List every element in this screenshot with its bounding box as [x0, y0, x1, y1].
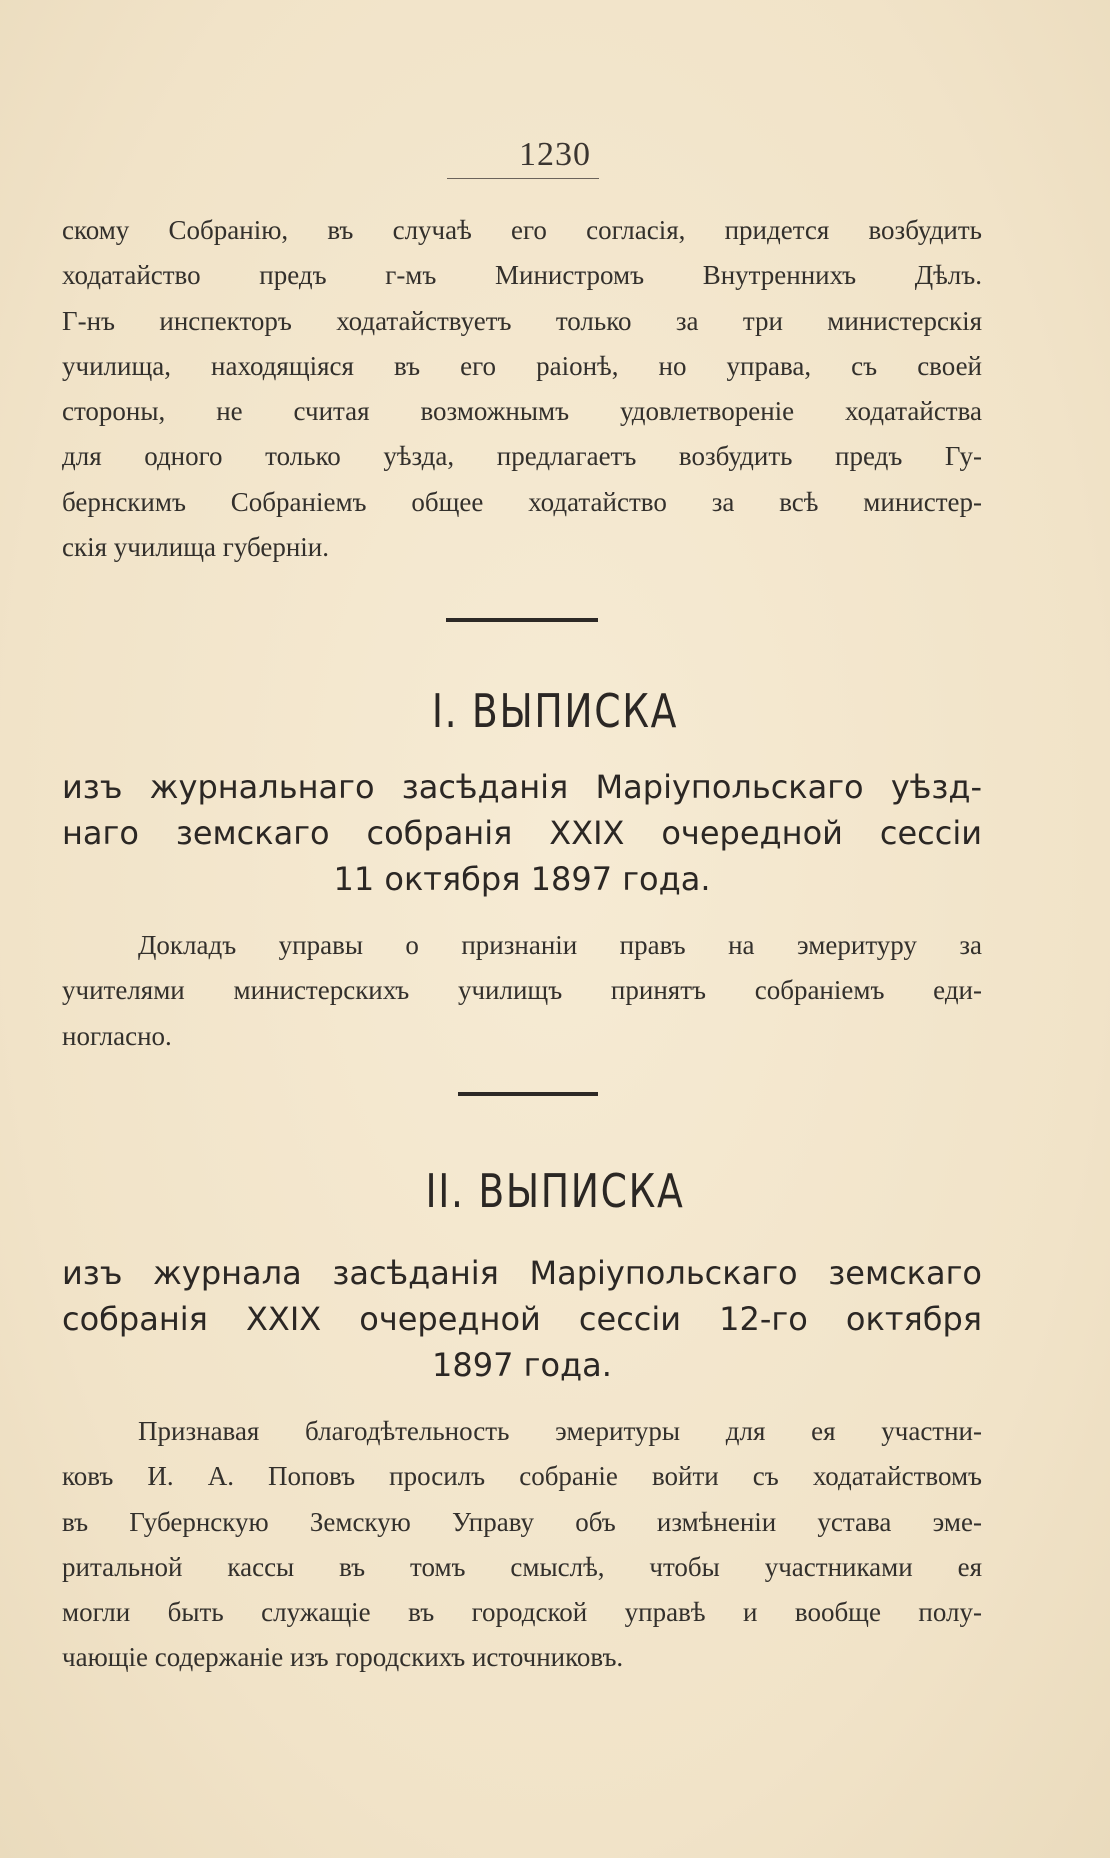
paragraph-line: скому Собранію, въ случаѣ его согласія, придется возбудить: [62, 215, 982, 245]
paragraph-line: ногласно.: [62, 1020, 172, 1051]
paragraph-line: Г-нъ инспекторъ ходатайствуетъ только за три министерскія: [62, 305, 982, 336]
paragraph-line: учителями министерскихъ училищъ принятъ собраніемъ еди-: [62, 975, 982, 1006]
paragraph-line: стороны, не считая возможнымъ удовлетвореніе ходатайства: [62, 396, 982, 427]
subheading-line: 11 октября 1897 года.: [333, 860, 711, 898]
paragraph-line: Докладъ управы о признаніи правъ на эмеритуру за: [138, 930, 982, 960]
section-2-subheading: [62, 1250, 982, 1388]
section-2-heading: II. ВЫПИСКА: [425, 1164, 685, 1218]
paragraph-line: ковъ И. А. Поповъ просилъ собраніе войти съ ходатайствомъ: [62, 1461, 982, 1492]
paragraph-line: чающіе содержаніе изъ городскихъ источниковъ.: [62, 1642, 624, 1673]
paragraph-line: ходатайство предъ г-мъ Министромъ Внутреннихъ Дѣлъ.: [62, 260, 982, 291]
paragraph-line: для одного только уѣзда, предлагаетъ возбудить предъ Гу-: [62, 441, 982, 472]
section-1-heading: I. ВЫПИСКА: [431, 684, 679, 738]
paragraph-line: бернскимъ Собраніемъ общее ходатайство за всѣ министер-: [62, 486, 982, 517]
section-1-body: [62, 923, 982, 1059]
paragraph-line: Признавая благодѣтельность эмеритуры для ея участни-: [138, 1416, 982, 1446]
subheading-line: изъ журнальнаго засѣданія Маріупольскаго уѣзд-: [62, 768, 982, 806]
section-divider: [446, 618, 598, 622]
subheading-line: изъ журнала засѣданія Маріупольскаго земскаго: [62, 1254, 982, 1292]
subheading-line: 1897 года.: [432, 1346, 612, 1384]
intro-paragraph: [62, 208, 982, 570]
paragraph-line: ритальной кассы въ томъ смыслѣ, чтобы участниками ея: [62, 1551, 982, 1582]
paragraph-line: могли быть служащіе въ городской управѣ и вообще полу-: [62, 1597, 982, 1628]
section-2-body: [62, 1409, 982, 1681]
paragraph-line: въ Губернскую Земскую Управу объ измѣненіи устава эме-: [62, 1506, 982, 1537]
section-1-subheading: [62, 764, 982, 902]
page-number-rule: [447, 178, 599, 179]
paragraph-line: скія училища губерніи.: [62, 532, 329, 563]
subheading-line: собранія XXIX очередной сессіи 12-го октября: [62, 1300, 982, 1338]
paragraph-line: училища, находящіяся въ его раіонѣ, но управа, съ своей: [62, 350, 982, 381]
page-number: 1230: [519, 136, 591, 173]
section-divider: [458, 1092, 598, 1096]
subheading-line: наго земскаго собранія XXIX очередной сессіи: [62, 814, 982, 852]
